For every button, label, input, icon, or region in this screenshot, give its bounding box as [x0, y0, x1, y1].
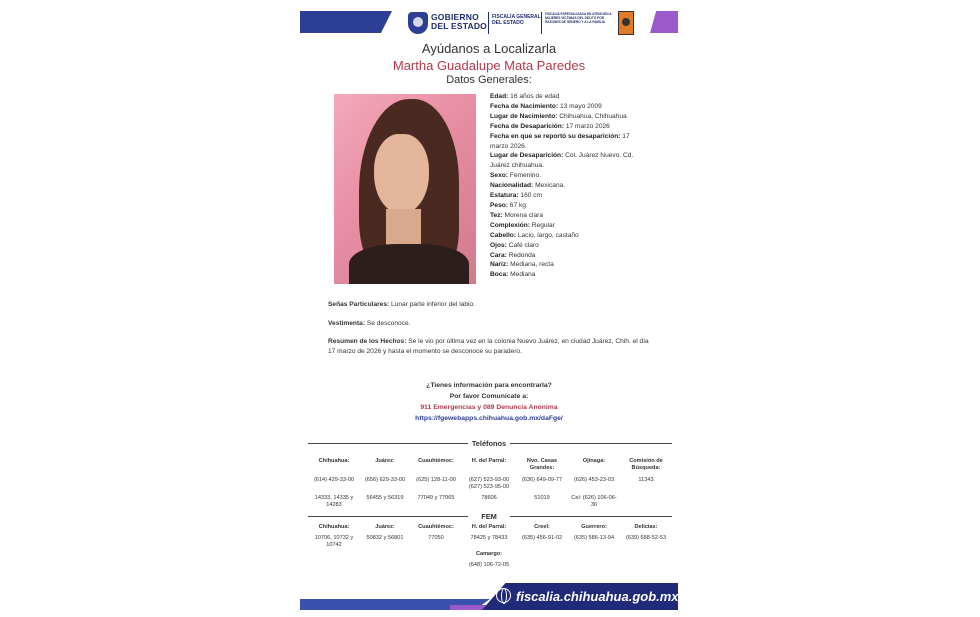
poster-title: Ayúdanos a Localizarla — [421, 41, 557, 56]
fem-phone-number: 78425 y 78433 — [470, 535, 508, 541]
report-link[interactable]: https://fgewebapps.chihuahua.gob.mx/daFge/ — [415, 415, 563, 422]
detail-row: Cara: Redonda — [490, 251, 536, 259]
globe-icon — [496, 588, 511, 603]
fem-phone-number: (639) 688-52-53 — [625, 535, 667, 541]
phone-office-header: Juárez: — [375, 458, 395, 464]
detail-row: Lugar de Nacimiento: Chihuahua, Chihuahua — [490, 112, 627, 120]
divider — [510, 443, 672, 444]
header-divider — [541, 12, 542, 34]
fiscalia-logo-text — [492, 14, 541, 26]
detail-row: Fecha en que se reportó su desaparición: 17 marzo 2026. — [490, 132, 630, 150]
telefonos-title: Teléfonos — [471, 439, 507, 448]
camargo-label: Camargo: — [475, 551, 503, 557]
header-accent-bar-right — [650, 11, 678, 33]
general-details-list — [490, 92, 645, 280]
fem-title: FEM — [481, 512, 497, 521]
person-name: Martha Guadalupe Mata Paredes — [392, 58, 586, 73]
phone-number: (627) 523-93-00 (627) 523-95-00 — [468, 477, 510, 490]
phone-extension: 51019 — [534, 495, 550, 501]
gobierno-logo-text — [431, 13, 487, 31]
detail-row: Peso: 67 kg — [490, 201, 526, 209]
fem-office-header: Creel: — [534, 524, 550, 530]
resumen-hechos: Resumen de los Hechos: Se le vio por última vez en la colonia Nuevo Juárez, en ciudad Juárez, Chih. el día 17 marzo de 2026 y hasta el momento se desconoce su paradero. — [328, 338, 649, 355]
phone-office-header: Comisión de Búsqueda: — [629, 458, 663, 471]
header-divider — [488, 12, 489, 34]
phone-number: (614) 429-33-00 — [313, 477, 355, 483]
fem-office-header: Guerrero: — [581, 524, 607, 530]
divider — [510, 516, 672, 517]
gob-line1: GOBIERNO — [431, 12, 479, 22]
detail-row: Fecha de Nacimiento: 13 mayo 2009 — [490, 102, 602, 110]
camargo-phone: (648) 106-72-05 — [468, 562, 510, 568]
phone-number: (625) 128-11-00 — [416, 477, 456, 483]
phone-number: (656) 629-33-00 — [364, 477, 406, 483]
phone-office-header: Cuauhtémoc: — [418, 458, 454, 464]
detail-row: Nacionalidad: Mexicana. — [490, 182, 566, 190]
phone-extension: 14333, 14335 y 14283 — [314, 495, 354, 508]
phone-number: (636) 649-09-77 — [521, 477, 563, 483]
detail-row: Ojos: Café claro — [490, 241, 539, 249]
detail-row: Lugar de Desaparición: Col. Juárez Nuevo. Cd. Juárez chihuahua. — [490, 152, 634, 170]
gob-line2: DEL ESTADO — [431, 21, 487, 31]
detail-row: Cabello: Lacio, largo, castaño — [490, 231, 579, 239]
detail-row: Complexión: Regular — [490, 221, 555, 229]
vestimenta: Vestimenta: Se desconoce. — [328, 320, 411, 327]
fem-office-header: Cuauhtémoc: — [418, 524, 454, 530]
senas-particulares: Señas Particulares: Lunar parte inferior del labio. — [328, 301, 475, 308]
detail-row: Nariz: Mediana, recta — [490, 261, 554, 269]
fem-phone-number: (635) 456-91-02 — [521, 535, 563, 541]
person-photo — [334, 94, 476, 284]
contact-question: ¿Tienes información para encontrarla? — [426, 382, 552, 389]
detail-row: Sexo: Femenino. — [490, 172, 541, 180]
fem-office-header: H. del Parral: — [471, 524, 507, 530]
fem-phone-number: 10706, 10732 y 10742 — [314, 535, 354, 548]
phone-extension: 77049 y 77065 — [417, 495, 455, 501]
fem-office-header: Delicias: — [634, 524, 658, 530]
fge-line1: FISCALÍA GENERAL — [492, 14, 541, 20]
phone-office-header: Nvo. Casas Grandes: — [526, 458, 558, 471]
fem-phone-number: 50832 y 56801 — [366, 535, 404, 541]
phone-office-header: Ojinaga: — [582, 458, 606, 464]
detail-row: Fecha de Desaparición: 17 marzo 2026 — [490, 122, 610, 130]
fge-line2: DEL ESTADO — [492, 20, 524, 26]
header-accent-bar-left — [300, 11, 392, 33]
phone-office-header: Chihuahua: — [318, 458, 350, 464]
phone-extension: 78606 — [481, 495, 497, 501]
footer-banner — [300, 583, 678, 610]
footer-website[interactable]: fiscalia.chihuahua.gob.mx — [516, 589, 679, 604]
phone-office-header: H. del Parral: — [471, 458, 507, 464]
contact-please: Por favor Comunícate a: — [449, 393, 529, 400]
phone-number: (626) 453-23-03 — [573, 477, 615, 483]
phone-extension: Cel: (626) 106-06-36 — [571, 495, 617, 508]
detail-row: Tez: Morena clara — [490, 211, 544, 219]
state-seal-icon — [408, 12, 428, 34]
phone-number: 11343 — [638, 477, 654, 483]
fem-office-header: Juárez: — [375, 524, 395, 530]
detail-row: Boca: Mediana — [490, 271, 536, 279]
emergency-numbers: 911 Emergencias y 089 Denuncia Anónima — [420, 404, 558, 411]
fem-logo-text: FISCALÍA ESPECIALIZADA EN ATENCIÓN A MUJERES VÍCTIMAS DEL DELITO POR RAZONES DE GÉNERO Y A LA FAMILIA — [545, 12, 612, 24]
detail-row: Estatura: 160 cm — [490, 192, 543, 200]
fem-phone-number: (635) 586-13-94 — [573, 535, 615, 541]
detail-row: Edad: 16 años de edad — [490, 93, 560, 100]
fem-phone-number: 77050 — [428, 535, 444, 541]
phone-extension: 56455 y 56319 — [366, 495, 404, 501]
fem-logo-icon — [618, 11, 634, 35]
fem-office-header: Chihuahua: — [318, 524, 350, 530]
section-heading: Datos Generales: — [446, 74, 532, 86]
missing-person-poster — [300, 8, 678, 610]
